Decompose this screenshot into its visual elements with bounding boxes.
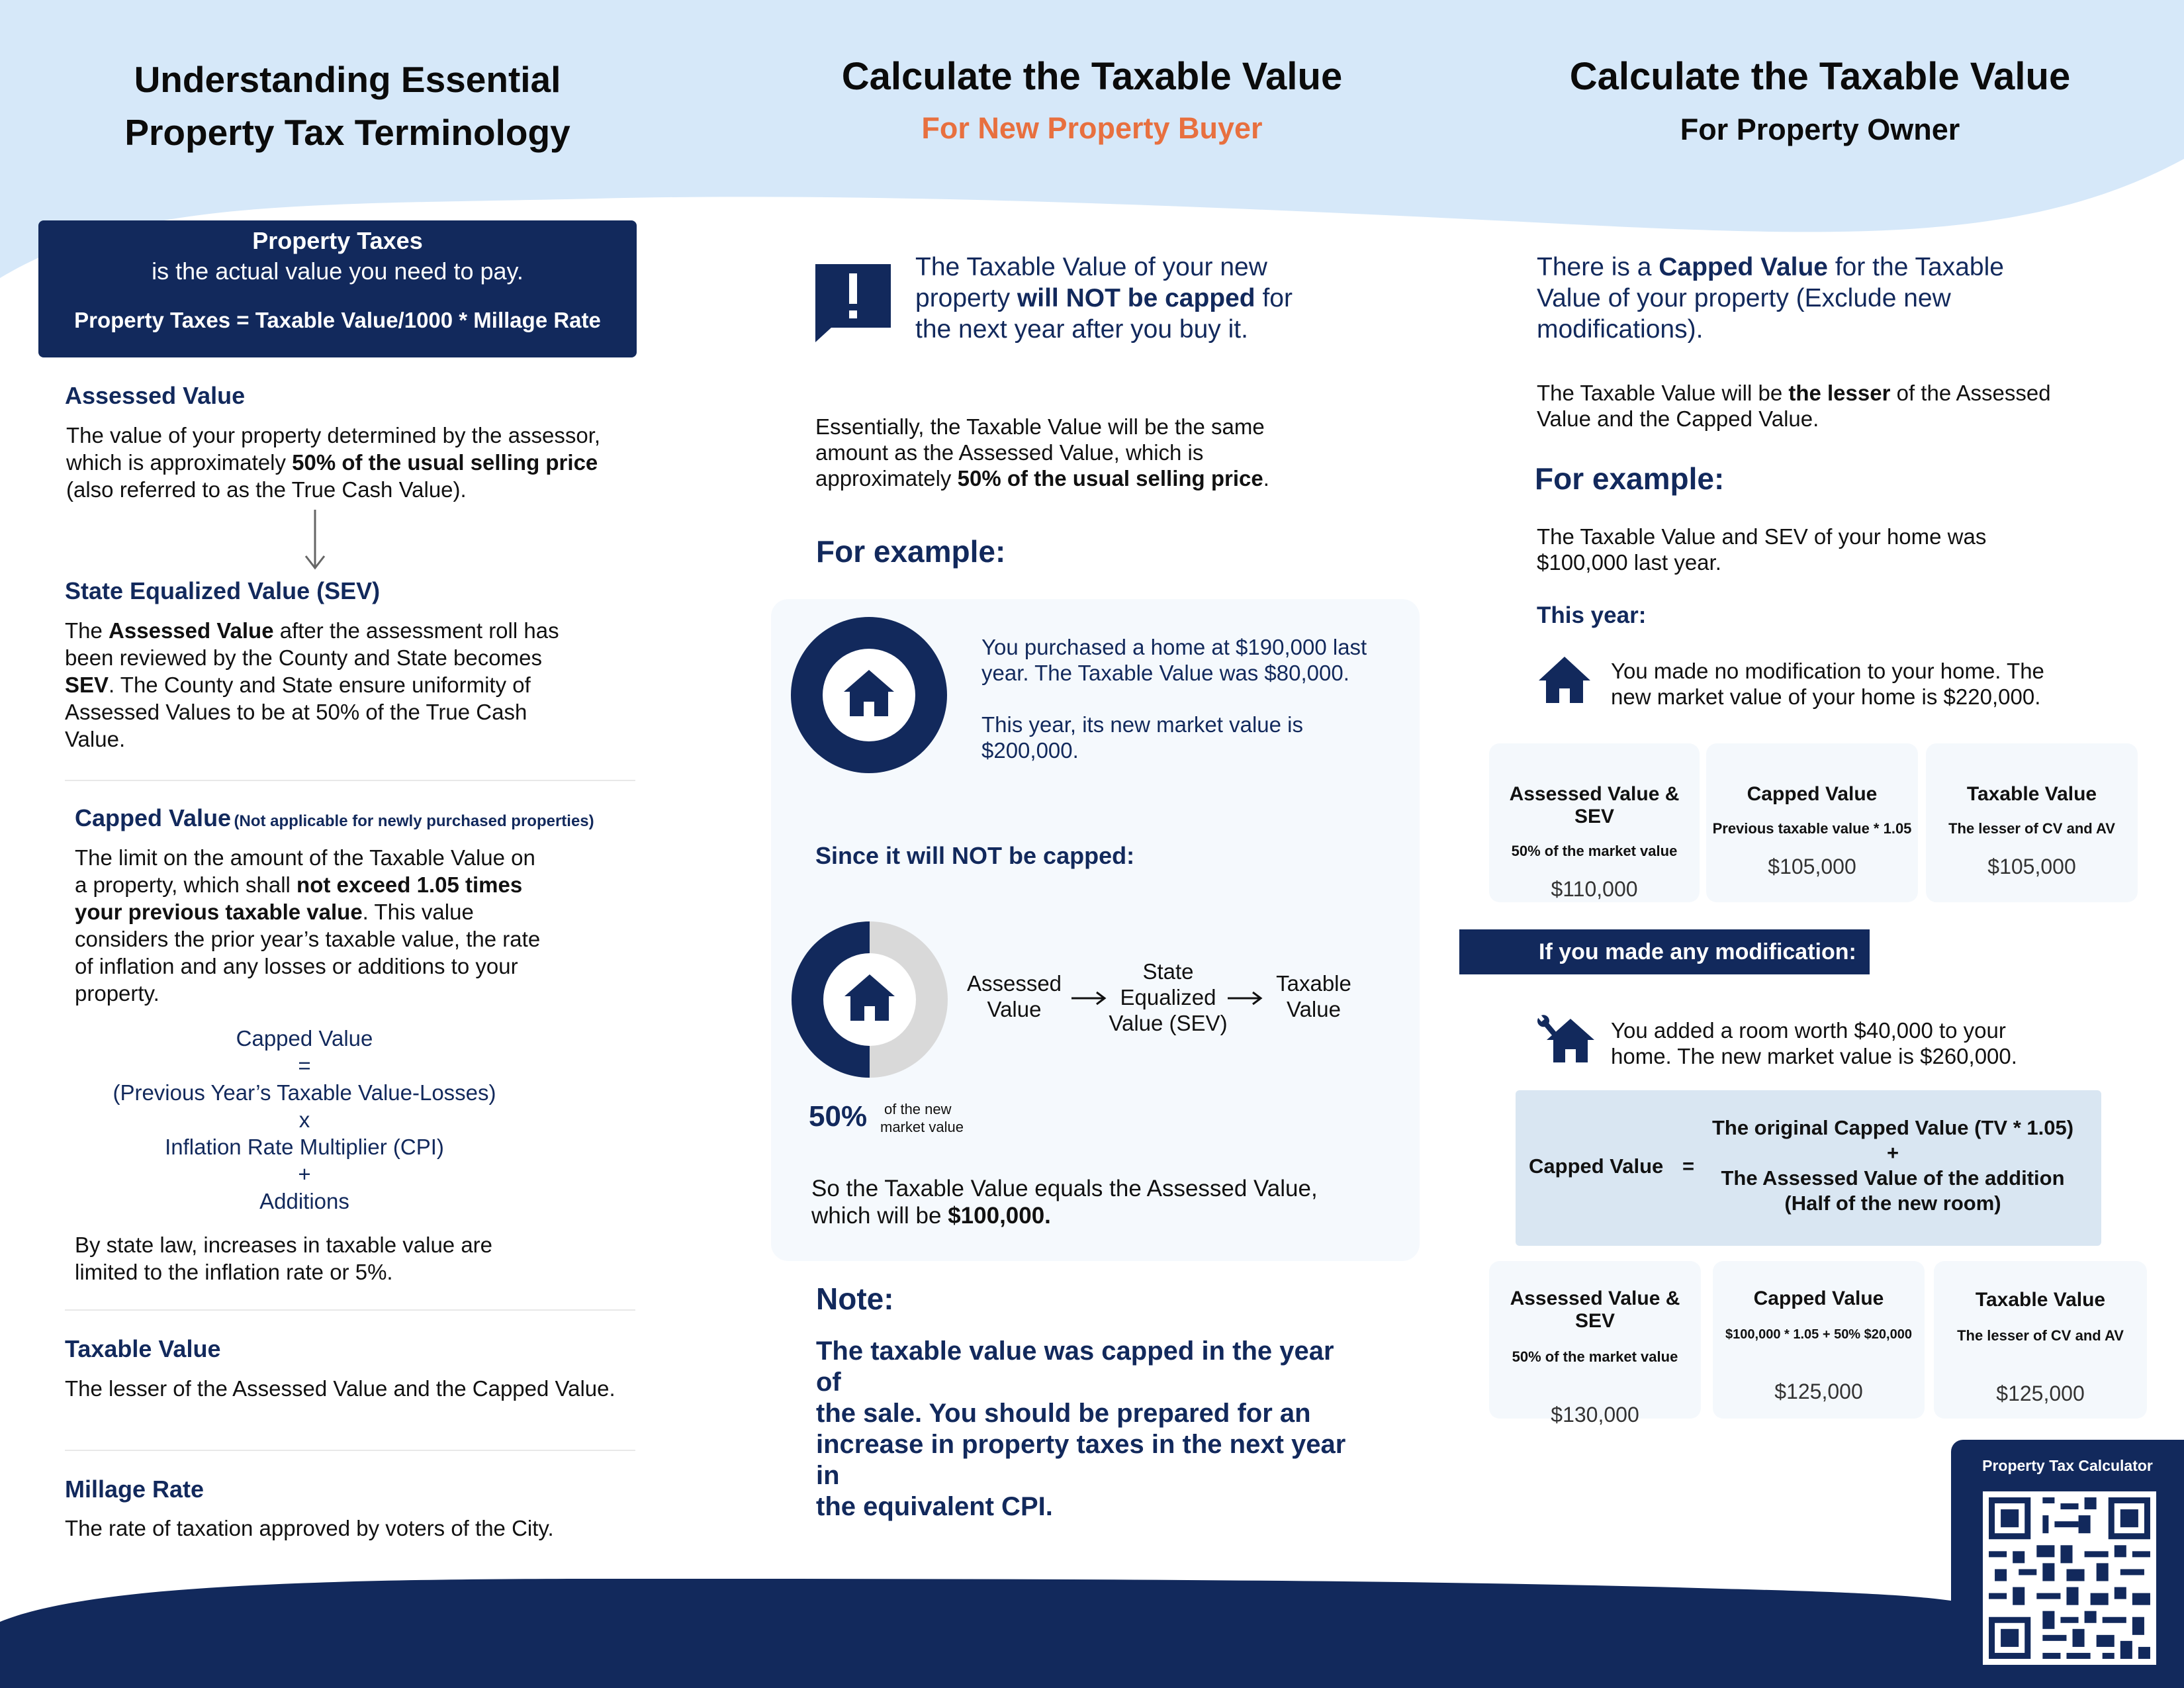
property-taxes-box [38, 220, 637, 357]
capped-value-heading: Capped Value (Not applicable for newly purchased properties) [75, 804, 594, 831]
terminology-title: Understanding Essential Property Tax Terminology [124, 59, 570, 153]
purchase-text: You purchased a home at $190,000 last year. The Taxable Value was $80,000. This year, its new market value is $200,000. [981, 635, 1367, 763]
property-taxes-formula: Property Taxes = Taxable Value/1000 * Millage Rate [74, 308, 601, 332]
lesser-text: The Taxable Value will be the lesser of the Assessed Value and the Capped Value. [1537, 381, 2051, 431]
new-buyer-title: Calculate the Taxable Value [841, 55, 1343, 98]
taxable-value-card-modified: Taxable Value The lesser of CV and AV $125,000 [1934, 1261, 2147, 1419]
qr-code-icon[interactable] [1983, 1491, 2156, 1665]
house-icon [1537, 655, 1592, 704]
capped-value-lead: There is a Capped Value for the Taxable Value of your property (Exclude new modifications). [1537, 253, 2004, 344]
assessed-value-heading: Assessed Value [65, 382, 246, 409]
owner-example-heading: For example: [1535, 461, 1725, 496]
fifty-percent-label: 50% [809, 1100, 868, 1133]
section-divider [65, 780, 635, 781]
capped-value-card-modified: Capped Value $100,000 * 1.05 + 50% $20,000 $125,000 [1713, 1261, 1925, 1419]
taxable-value-card: Taxable Value The lesser of CV and AV $105,000 [1926, 743, 2138, 902]
capped-value-formula-box: Capped Value = The original Capped Value (TV * 1.05) + The Assessed Value of the addition (Half of the new room) [1516, 1090, 2101, 1246]
owner-subtitle: For Property Owner [1680, 113, 1960, 146]
sev-heading: State Equalized Value (SEV) [65, 577, 381, 604]
down-arrow-icon [302, 508, 328, 571]
section-divider [65, 1309, 635, 1311]
no-modification-text: You made no modification to your home. The new market value of your home is $220,000. [1611, 659, 2044, 709]
flow-sev: State Equalized Value (SEV) [1109, 959, 1228, 1035]
flow-assessed-value: Assessed Value [966, 971, 1062, 1021]
capped-value-text: The limit on the amount of the Taxable Value on a property, which shall not exceed 1.05 times your previous taxable value. This value considers the prior year’s taxable value, the rate of inflation and any losses or additions to your property. [75, 845, 541, 1006]
fifty-percent-note: of the new market value [880, 1101, 964, 1135]
state-law-text: By state law, increases in taxable value are limited to the inflation rate or 5%. [75, 1233, 493, 1284]
not-capped-lead: The Taxable Value of your new property will NOT be capped for the next year after you buy it. [915, 253, 1293, 344]
new-buyer-subtitle: For New Property Buyer [921, 111, 1263, 145]
qr-code-label: Property Tax Calculator [1982, 1457, 2153, 1474]
example-heading: For example: [816, 534, 1006, 569]
section-divider [65, 1450, 635, 1451]
millage-rate-heading: Millage Rate [65, 1476, 205, 1503]
owner-example-text: The Taxable Value and SEV of your home was $100,000 last year. [1537, 524, 1987, 575]
half-donut-house-icon [792, 921, 948, 1078]
millage-rate-text: The rate of taxation approved by voters of the City. [65, 1516, 554, 1540]
right-arrow-icon [1226, 990, 1263, 1006]
taxable-value-text: The lesser of the Assessed Value and the Capped Value. [65, 1376, 615, 1401]
assessed-value-text: The value of your property determined by the assessor, which is approximately 50% of the usual selling price (also referred to as the True Cash Value). [66, 423, 601, 502]
modification-banner: If you made any modification: [1459, 929, 1870, 974]
this-year-heading: This year: [1537, 602, 1647, 628]
flow-taxable-value: Taxable Value [1276, 971, 1351, 1021]
right-arrow-icon [1070, 990, 1107, 1006]
exclamation-speech-icon [813, 261, 893, 342]
qr-code-panel[interactable] [1951, 1440, 2184, 1688]
house-wrench-icon [1537, 1015, 1596, 1065]
since-not-capped-heading: Since it will NOT be capped: [815, 842, 1135, 869]
note-heading: Note: [816, 1282, 894, 1316]
note-text: The taxable value was capped in the year of the sale. You should be prepared for an increase in property taxes in the next year in the equivalent CPI. [816, 1336, 1346, 1521]
essentially-text: Essentially, the Taxable Value will be the same amount as the Assessed Value, which is approximately 50% of the usual selling price. [815, 414, 1269, 491]
taxable-value-heading: Taxable Value [65, 1335, 221, 1362]
house-icon [790, 616, 948, 774]
modification-text: You added a room worth $40,000 to your home. The new market value is $260,000. [1611, 1018, 2017, 1068]
owner-title: Calculate the Taxable Value [1569, 55, 2071, 98]
capped-value-card: Capped Value Previous taxable value * 1.05 $105,000 [1706, 743, 1918, 902]
assessed-sev-card: Assessed Value & SEV 50% of the market value $110,000 [1489, 743, 1700, 902]
capped-value-formula: Capped Value = (Previous Year’s Taxable Value-Losses) x Inflation Rate Multiplier (CPI) + Additions [113, 1026, 496, 1213]
sev-text: The Assessed Value after the assessment roll has been reviewed by the County and State becomes SEV. The County and State ensure uniformity of Assessed Values to be at 50% of the True Cash Value. [65, 618, 559, 751]
property-taxes-description: is the actual value you need to pay. [152, 258, 523, 285]
so-taxable-text: So the Taxable Value equals the Assessed Value, which will be $100,000. [811, 1176, 1318, 1229]
property-taxes-heading: Property Taxes [252, 227, 423, 254]
assessed-sev-card-modified: Assessed Value & SEV 50% of the market value $130,000 [1489, 1261, 1701, 1419]
